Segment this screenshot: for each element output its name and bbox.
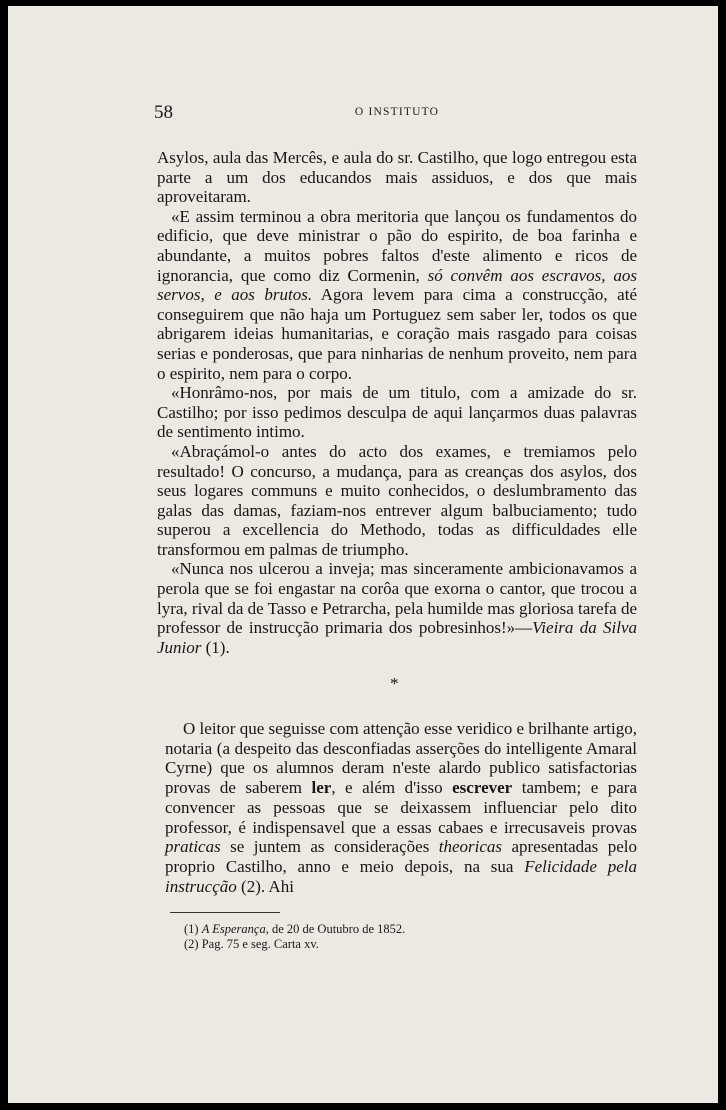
page-number: 58: [154, 102, 173, 123]
paragraph: «E assim terminou a obra meritoria que lançou os fundamentos do edificio, que deve ministrar o pão do espirito, de boa farinha e abundante, a muitos pobres faltos d'este alimento e ricos de ignorancia, que como diz Cormenin, só convêm aos escravos, aos servos, e aos brutos. Agora levem para cima a construcção, até conseguirem que não haja um Portuguez sem saber ler, todos os que abrigarem ideias humanitarias, e coração mais rasgado para coisas serias e ponderosas, que para ninharias de nenhum proveito, nem para o espirito, nem para o corpo.: [157, 206, 637, 383]
running-title: O INSTITUTO: [354, 106, 440, 118]
italic-quote: só convêm aos escravos, aos servos, e aos brutos.: [157, 265, 637, 305]
section-separator: *: [390, 674, 399, 693]
main-text: [157, 148, 637, 657]
book-page: [8, 6, 718, 1103]
second-section-text: [165, 719, 637, 896]
footnotes: [184, 922, 584, 952]
footnote-rule: [170, 912, 280, 913]
author-signature: Vieira da Silva Junior: [157, 618, 637, 657]
paragraph: «Abraçámol-o antes do acto dos exames, e tremiamos pelo resultado! O concurso, a mudança, para as creanças dos asylos, dos seus logares communs e muito conhecidos, o deslumbramento das galas das damas, faziam-nos entrever algum balbuciamento; tudo superou a excellencia do Methodo, todas as difficuldades elle transformou em palmas de triumpho.: [157, 441, 637, 559]
page-header: [154, 102, 640, 128]
paragraph: «Nunca nos ulcerou a inveja; mas sinceramente ambicionavamos a perola que se foi engastar na corôa que exorna o cantor, que trocou a lyra, rival da de Tasso e Petrarcha, pela humilde mas gloriosa tarefa de professor de instrucção primaria dos pobresinhos!»—Vieira da Silva Junior (1).: [157, 559, 637, 657]
paragraph: Asylos, aula das Mercês, e aula do sr. Castilho, que logo entregou esta parte a um dos educandos mais assiduos, e dos que mais aproveitaram.: [157, 148, 637, 207]
paragraph: «Honrâmo-nos, por mais de um titulo, com a amizade do sr. Castilho; por isso pedimos desculpa de aqui lançarmos duas palavras de sentimento intimo.: [157, 383, 637, 442]
footnote-2: (2) Pag. 75 e seg. Carta xv.: [184, 937, 319, 951]
paragraph: O leitor que seguisse com attenção esse veridico e brilhante artigo, notaria (a despeito das desconfiadas asserções do intelligente Amaral Cyrne) que os alumnos deram n'este alardo publico satisfactorias provas de saberem ler, e além d'isso escrever tambem; e para convencer as pessoas que se deixassem influenciar pelo dito professor, é indispensavel que a essas cabaes e irrecusaveis provas praticas se juntem as considerações theoricas apresentadas pelo proprio Castilho, anno e meio depois, na sua Felicidade pela instrucção (2). Ahi: [165, 719, 638, 896]
footnote-1: (1) A Esperança, de 20 de Outubro de 1852.: [184, 922, 406, 936]
